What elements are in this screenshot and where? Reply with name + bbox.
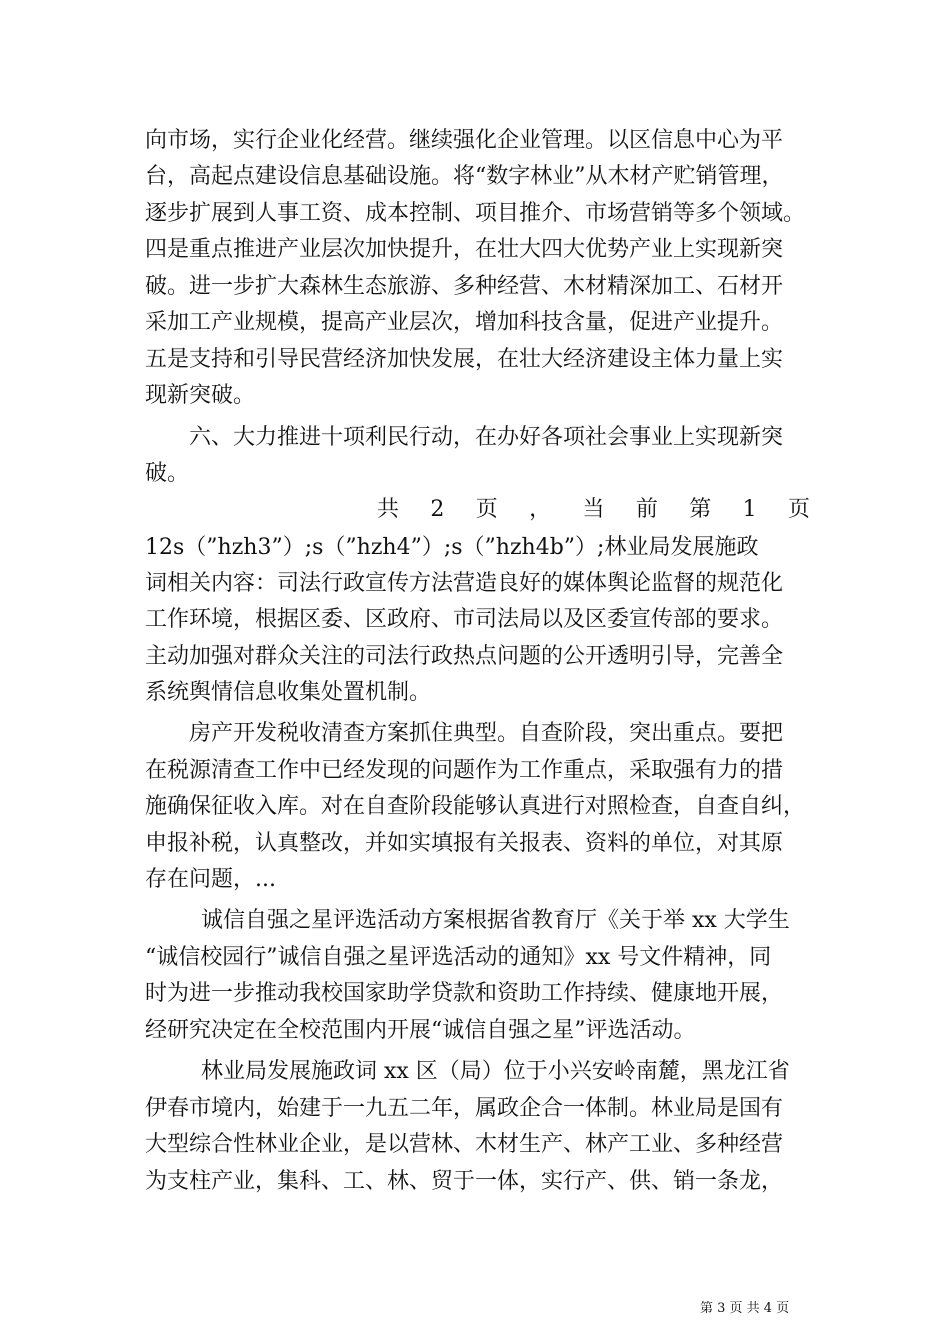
paragraph-3-line: 12s（”hzh3”）;s（”hzh4”）;s（”hzh4b”）;林业局发展施政 bbox=[145, 535, 759, 560]
paragraph-2-line: 六、大力推进十项利民行动，在办好各项社会事业上实现新突 bbox=[189, 425, 784, 450]
page-counter-char: 页 bbox=[787, 497, 810, 522]
paragraph-1-line: 采加工产业规模，提高产业层次，增加科技含量，促进产业提升。 bbox=[145, 310, 784, 335]
paragraph-1-line: 逐步扩展到人事工资、成本控制、项目推介、市场营销等多个领域。 bbox=[145, 201, 806, 226]
page-counter-char: 第 bbox=[689, 497, 712, 522]
paragraph-5-line: 经研究决定在全校范围内开展“诚信自强之星”评选活动。 bbox=[145, 1018, 696, 1043]
page-counter-char: 共 bbox=[377, 497, 400, 522]
paragraph-3-line: 系统舆情信息收集处置机制。 bbox=[145, 680, 432, 705]
paragraph-3-line: 主动加强对群众关注的司法行政热点问题的公开透明引导，完善全 bbox=[145, 644, 784, 669]
paragraph-1-line: 破。进一步扩大森林生态旅游、多种经营、木材精深加工、石材开 bbox=[145, 274, 784, 299]
paragraph-3-line: 工作环境，根据区委、区政府、市司法局以及区委宣传部的要求。 bbox=[145, 607, 784, 632]
paragraph-1-line: 现新突破。 bbox=[145, 383, 256, 408]
page-footer: 第 3 页 共 4 页 bbox=[700, 1301, 790, 1316]
page-counter-char: 页 bbox=[475, 497, 498, 522]
page-counter-char: 1 bbox=[742, 497, 757, 522]
paragraph-5-line: 诚信自强之星评选活动方案根据省教育厅《关于举 xx 大学生 bbox=[201, 908, 790, 933]
paragraph-5-line: 时为进一步推动我校国家助学贷款和资助工作持续、健康地开展， bbox=[145, 981, 784, 1006]
page-counter-char: 2 bbox=[430, 497, 445, 522]
paragraph-6-line: 伊春市境内，始建于一九五二年，属政企合一体制。林业局是国有 bbox=[145, 1096, 784, 1121]
paragraph-4-line: 申报补税，认真整改，并如实填报有关报表、资料的单位，对其原 bbox=[145, 831, 784, 856]
page-counter-char: 当 bbox=[582, 497, 605, 522]
page-counter-char: 前 bbox=[635, 497, 658, 522]
paragraph-6-line: 大型综合性林业企业，是以营林、木材生产、林产工业、多种经营 bbox=[145, 1132, 784, 1157]
page-counter-char: ， bbox=[529, 497, 552, 522]
paragraph-4-line: 在税源清查工作中已经发现的问题作为工作重点，采取强有力的措 bbox=[145, 758, 784, 783]
paragraph-1-line: 四是重点推进产业层次加快提升，在壮大四大优势产业上实现新突 bbox=[145, 237, 784, 262]
page-counter bbox=[377, 493, 810, 527]
paragraph-4-line: 施确保征收入库。对在自查阶段能够认真进行对照检查，自查自纠， bbox=[145, 794, 806, 819]
paragraph-1-line: 台，高起点建设信息基础设施。将“数字林业”从木材产贮销管理， bbox=[145, 164, 784, 189]
paragraph-3-line: 词相关内容：司法行政宣传方法营造良好的媒体舆论监督的规范化 bbox=[145, 571, 784, 596]
paragraph-6-line: 林业局发展施政词 xx 区（局）位于小兴安岭南麓，黑龙江省 bbox=[201, 1059, 790, 1084]
paragraph-6-line: 为支柱产业，集科、工、林、贸于一体，实行产、供、销一条龙， bbox=[145, 1169, 784, 1194]
paragraph-1-line: 五是支持和引导民营经济加快发展，在壮大经济建设主体力量上实 bbox=[145, 347, 784, 372]
paragraph-5-line: “诚信校园行”诚信自强之星评选活动的通知》xx 号文件精神，同 bbox=[145, 945, 772, 970]
paragraph-4-line: 存在问题，... bbox=[145, 867, 276, 892]
paragraph-1-line: 向市场，实行企业化经营。继续强化企业管理。以区信息中心为平 bbox=[145, 128, 784, 153]
paragraph-4-line: 房产开发税收清查方案抓住典型。自查阶段，突出重点。要把 bbox=[189, 721, 784, 746]
paragraph-2-line: 破。 bbox=[145, 461, 190, 486]
